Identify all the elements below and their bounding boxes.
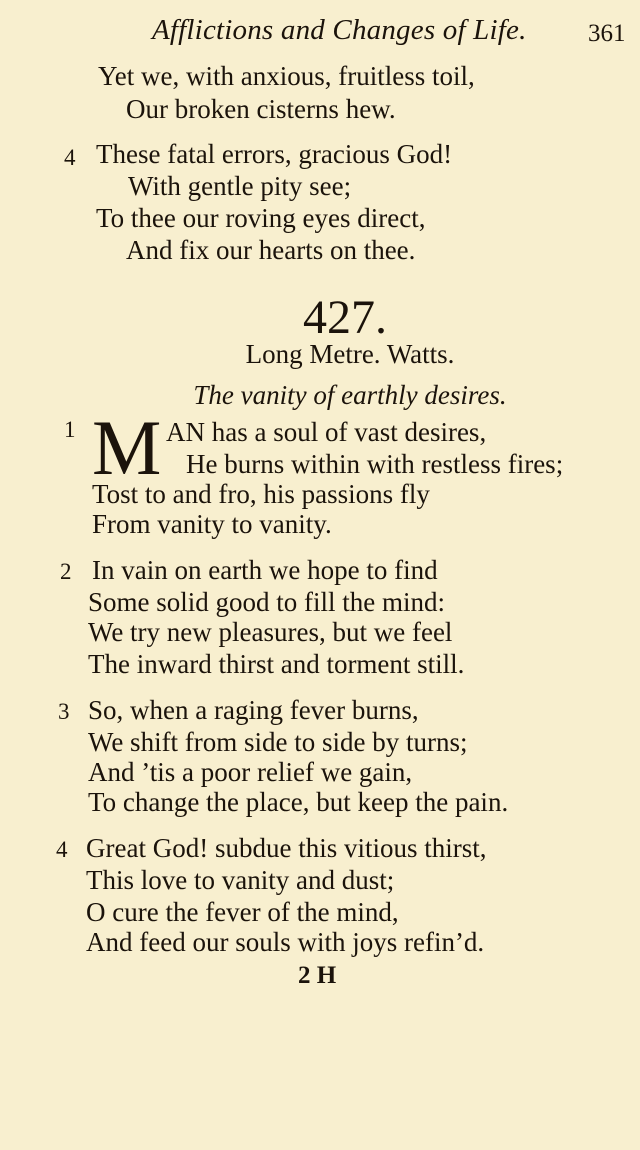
hymn-number: 427. — [303, 291, 387, 344]
verse-line: This love to vanity and dust; — [86, 865, 395, 895]
running-title: Afflictions and Changes of Life. — [152, 14, 527, 46]
verse-line: From vanity to vanity. — [92, 509, 332, 539]
verse-line: With gentle pity see; — [128, 171, 352, 201]
signature-mark: 2 H — [298, 962, 337, 989]
verse-line: In vain on earth we hope to find — [92, 555, 438, 585]
verse-line: We shift from side to side by turns; — [88, 727, 468, 757]
verse-line: And ’tis a poor relief we gain, — [88, 757, 413, 787]
stanza-number: 4 — [56, 837, 68, 862]
stanza-number: 3 — [58, 699, 70, 724]
running-head — [0, 12, 640, 52]
verse-line: The inward thirst and torment still. — [88, 649, 465, 679]
stanza-number: 2 — [60, 559, 72, 584]
verse-line: AN has a soul of vast desires, — [166, 417, 487, 447]
verse-line: So, when a raging fever burns, — [88, 695, 419, 725]
verse-line: To thee our roving eyes direct, — [96, 203, 426, 233]
verse-line: He burns within with restless fires; — [186, 449, 564, 479]
verse-line: O cure the fever of the mind, — [86, 897, 399, 927]
page-number: 361 — [588, 20, 626, 47]
stanza-number: 4 — [64, 145, 76, 170]
hymn-subtitle: The vanity of earthly desires. — [193, 380, 507, 410]
verse-line: And fix our hearts on thee. — [126, 235, 416, 265]
verse-line: Some solid good to fill the mind: — [88, 587, 445, 617]
verse-line: And feed our souls with joys refin’d. — [86, 927, 485, 957]
verse-line: To change the place, but keep the pain. — [88, 787, 509, 817]
drop-cap: M — [92, 404, 162, 491]
verse-line: Tost to and fro, his passions fly — [92, 479, 430, 509]
verse-line: We try new pleasures, but we feel — [88, 617, 453, 647]
verse-line: Yet we, with anxious, fruitless toil, — [98, 61, 475, 91]
verse-line: These fatal errors, gracious God! — [96, 139, 453, 169]
hymn-meter: Long Metre. Watts. — [245, 339, 455, 369]
stanza-number: 1 — [64, 417, 76, 442]
verse-line: Great God! subdue this vitious thirst, — [86, 833, 487, 863]
verse-line: Our broken cisterns hew. — [126, 94, 396, 124]
